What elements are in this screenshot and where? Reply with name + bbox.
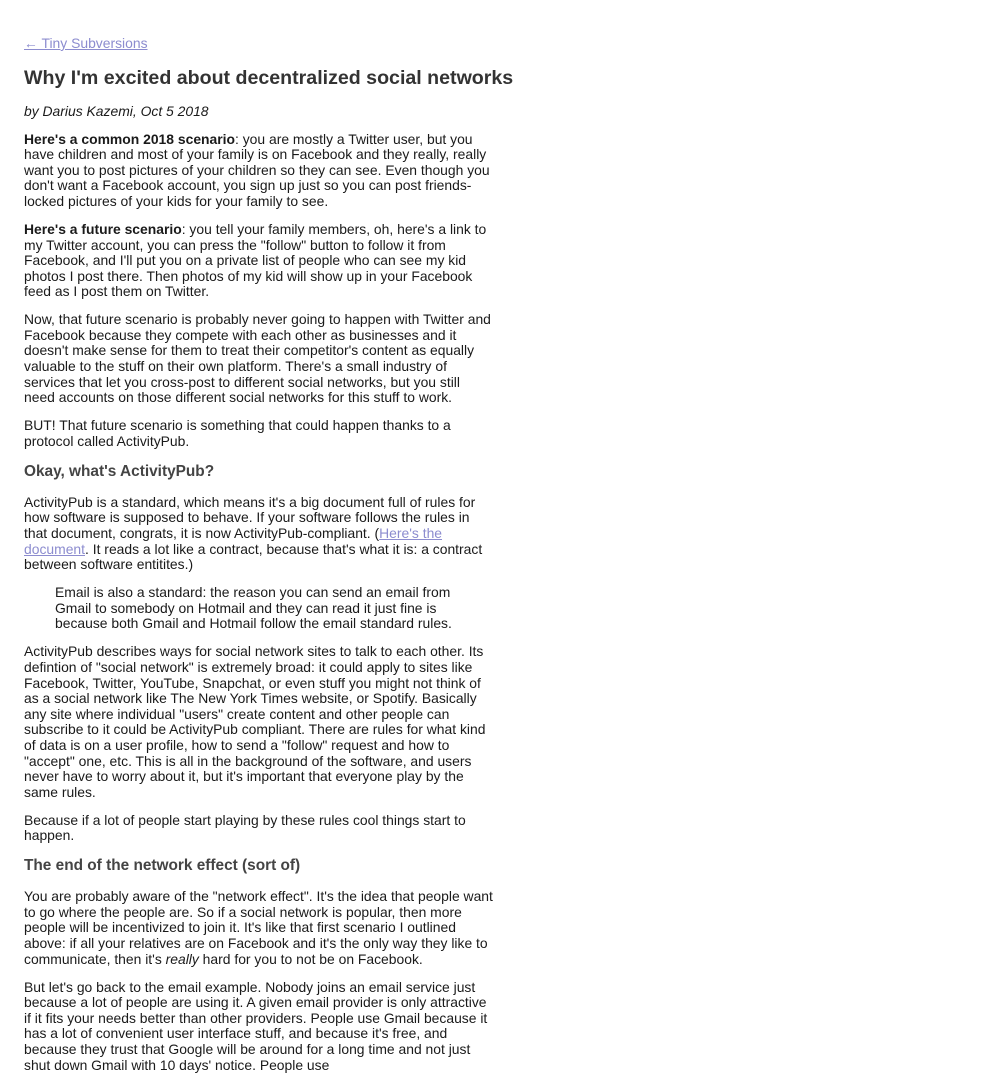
back-link[interactable]: ← Tiny Subversions [24, 35, 148, 51]
section-heading-activitypub: Okay, what's ActivityPub? [24, 462, 215, 480]
paragraph-text: : you tell your family members, oh, here's a link to my Twitter account, you can press the "follow" button to follow it from Facebook, and I'll put you on a private list of people who can see my kid photos I post there. Then photos of my kid will show up in your Facebook feed as I post them on Twitter. [24, 220, 487, 300]
paragraph-common-scenario [24, 132, 494, 210]
paragraph-text: : you are mostly a Twitter user, but you have children and most of your family is on Facebook and they really, really want you to post pictures of your children so they can see. Even though you don't want a Facebook account, you sign up just so you can post friends-locked pictures of your kids for your family to see. [24, 130, 490, 209]
paragraph-standard [24, 495, 494, 573]
paragraph-text: You are probably aware of the "network effect". It's the idea that people want to go where the people are. So if a social network is popular, then more people will be incentivized to join it. It's like that first scenario I outlined above: if all your relatives are on Facebook and it's the only way they like to communicate, then it's [24, 888, 493, 967]
paragraph-social-network-definition: ActivityPub describes ways for social network sites to talk to each other. Its defintion of "social network" is extremely broad: it could apply to sites like Facebook, Twitter, YouTube, Snapchat, or even stuff you might not think of as a social network like The New York Times website, or Spotify. Basically any site where individual "users" create content and other people can subscribe to it could be ActivityPub compliant. There are rules for what kind of data is on a user profile, how to send a "follow" request and how to "accept" one, etc. This is all in the background of the software, and users never have to worry about it, but it's important that everyone play by the same rules. [24, 643, 486, 800]
page-title: Why I'm excited about decentralized social networks [24, 66, 514, 89]
email-blockquote: Email is also a standard: the reason you can send an email from Gmail to somebody on Hotmail and they can read it just fine is because both Gmail and Hotmail follow the email standard rules. [55, 584, 452, 632]
paragraph-text: ActivityPub is a standard, which means it's a big document full of rules for how software is supposed to behave. If your software follows the rules in that document, congrats, it is now ActivityPub-compliant. ( [24, 493, 476, 542]
bold-lead: Here's a common 2018 scenario [24, 130, 235, 147]
section-heading-network-effect: The end of the network effect (sort of) [24, 857, 301, 875]
paragraph-competition: Now, that future scenario is probably never going to happen with Twitter and Facebook because they compete with each other as businesses and it doesn't make sense for them to treat their competitor's content as equally valuable to the stuff on their own platform. There's a small industry of services that let you cross-post to different social networks, but you still need accounts on those different social networks for this stuff to work. [24, 311, 491, 406]
byline: by Darius Kazemi, Oct 5 2018 [24, 102, 209, 119]
document-link[interactable]: Here's the document [24, 525, 443, 557]
bold-lead: Here's a future scenario [24, 220, 182, 237]
paragraph-future-scenario [24, 222, 494, 300]
paragraph-cool-things: Because if a lot of people start playing by these rules cool things start to happen. [24, 811, 466, 844]
article-page [24, 35, 514, 1086]
paragraph-activitypub-intro: BUT! That future scenario is something that could happen thanks to a protocol called ActivityPub. [24, 417, 451, 449]
paragraph-text: . It reads a lot like a contract, because that's what it is: a contract between software entitites.) [24, 540, 483, 573]
emphasis-really: really [165, 950, 199, 967]
paragraph-network-effect [24, 889, 494, 967]
paragraph-text: hard for you to not be on Facebook. [198, 950, 423, 967]
paragraph-email-example: But let's go back to the email example. Nobody joins an email service just because a lot of people are using it. A given email provider is only attractive if it fits your needs better than other providers. People use Gmail because it has a lot of convenient user interface stuff, and because it's free, and because they trust that Google will be around for a long time and not just shut down Gmail with 10 days' notice. People use [24, 978, 488, 1073]
